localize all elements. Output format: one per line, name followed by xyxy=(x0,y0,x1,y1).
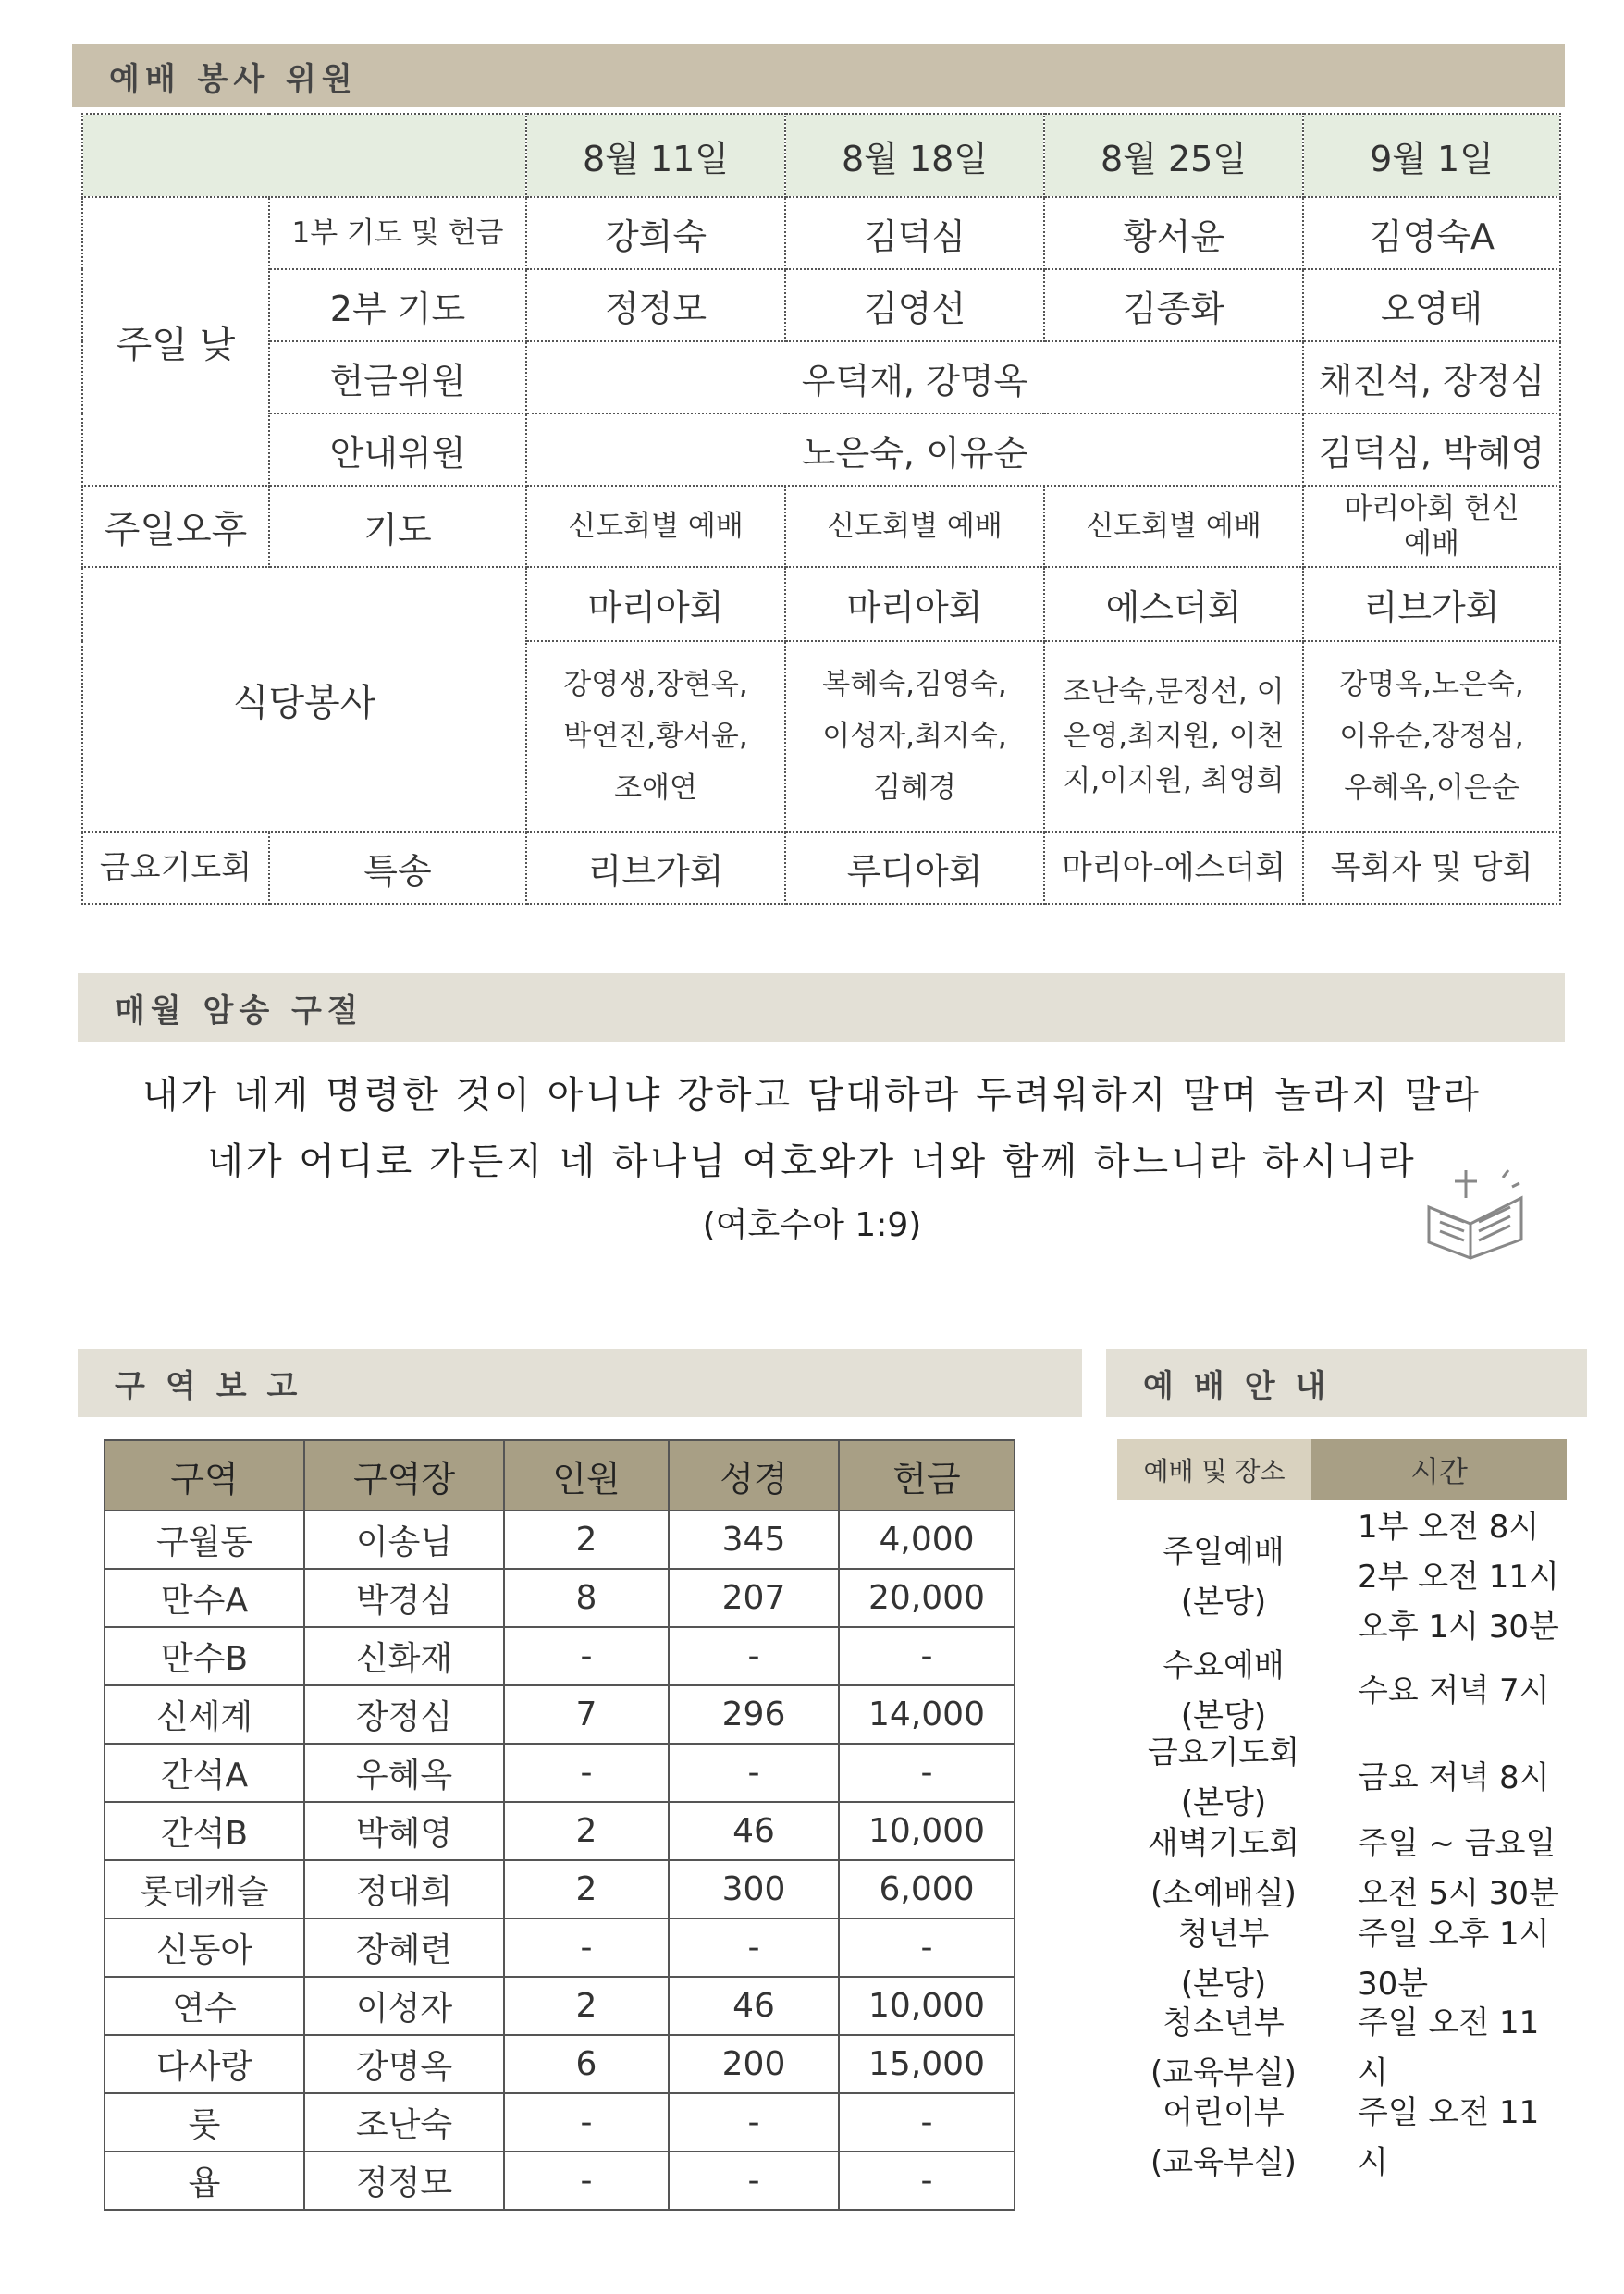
table-cell: 8 xyxy=(504,1569,669,1627)
list-item xyxy=(1117,1733,1567,1822)
group-cell: 리브가회 xyxy=(1303,567,1560,641)
table-cell: - xyxy=(839,1744,1015,1802)
guide-place-name: 새벽기도회 xyxy=(1147,1825,1300,1862)
guide-place xyxy=(1117,1728,1330,1828)
table-cell: - xyxy=(504,1627,669,1685)
table-cell: 장혜련 xyxy=(304,1918,504,1977)
name-cell: 황서윤 xyxy=(1044,197,1303,269)
guide-place-location: (교육부실) xyxy=(1150,2054,1297,2091)
guide-place-location: (교육부실) xyxy=(1150,2144,1297,2181)
group-cell: 마리아-에스더회 xyxy=(1044,832,1303,904)
member-cell: 강명옥,노은숙, 이유순,장정심, 우혜옥,이은순 xyxy=(1303,641,1560,832)
guide-col-time: 시간 xyxy=(1311,1439,1567,1500)
table-cell: - xyxy=(504,1744,669,1802)
table-cell: 46 xyxy=(669,1977,839,2035)
guide-place-location: (본당) xyxy=(1180,1584,1267,1621)
district-header-row xyxy=(105,1440,1015,1511)
guide-place-name: 청소년부 xyxy=(1163,2004,1285,2041)
table-cell: 연수 xyxy=(105,1977,304,2035)
column-header: 헌금 xyxy=(839,1440,1015,1511)
prayer1-label: 1부 기도 및 헌금 xyxy=(269,197,526,269)
section-title-district: 구역보고 xyxy=(78,1349,1082,1417)
guide-place xyxy=(1117,1998,1330,2098)
table-cell: - xyxy=(839,1918,1015,1977)
table-cell: 정정모 xyxy=(304,2152,504,2210)
guide-time xyxy=(1330,1819,1567,1918)
table-row xyxy=(105,1918,1015,1977)
table-row xyxy=(105,1860,1015,1918)
special-label: 특송 xyxy=(269,832,526,904)
kitchen-group-row xyxy=(82,567,1560,641)
table-cell: 300 xyxy=(669,1860,839,1918)
table-cell: - xyxy=(839,2093,1015,2152)
date-cell: 8월 11일 xyxy=(526,114,785,197)
table-cell: - xyxy=(669,1744,839,1802)
table-cell: 46 xyxy=(669,1802,839,1860)
date-header-row xyxy=(82,114,1560,197)
table-cell: 정대희 xyxy=(304,1860,504,1918)
group-cell: 마리아회 xyxy=(526,567,785,641)
service-table xyxy=(81,113,1561,905)
table-cell: 4,000 xyxy=(839,1511,1015,1569)
guide-place-name: 어린이부 xyxy=(1163,2094,1285,2131)
guide-time-line: 주일 오전 11시 xyxy=(1358,2004,1540,2091)
friday-label: 금요기도회 xyxy=(82,832,269,904)
table-cell: 15,000 xyxy=(839,2035,1015,2093)
table-cell: 이송님 xyxy=(304,1511,504,1569)
list-item xyxy=(1117,1822,1567,1915)
guide-header xyxy=(1117,1439,1567,1500)
table-cell: - xyxy=(504,2152,669,2210)
guide-place xyxy=(1117,1527,1330,1627)
table-row xyxy=(105,1569,1015,1627)
table-cell: 6 xyxy=(504,2035,669,2093)
guide-time-line: 1부 오전 8시 xyxy=(1358,1509,1540,1546)
table-cell: 박경심 xyxy=(304,1569,504,1627)
guide-time xyxy=(1330,1909,1567,2009)
section-title-guide: 예배안내 xyxy=(1106,1349,1587,1417)
list-item xyxy=(1117,1915,1567,2004)
table-cell: 2 xyxy=(504,1860,669,1918)
table-cell: 신세계 xyxy=(105,1685,304,1744)
table-row xyxy=(105,2035,1015,2093)
list-item xyxy=(1117,2092,1567,2183)
group-cell: 신도회별 예배 xyxy=(1044,486,1303,567)
group-cell: 신도회별 예배 xyxy=(526,486,785,567)
guide-place-name: 수요예배 xyxy=(1163,1647,1285,1684)
table-cell: 룻 xyxy=(105,2093,304,2152)
guide-time-line: 오후 1시 30분 xyxy=(1358,1609,1559,1646)
name-cell: 김종화 xyxy=(1044,269,1303,341)
guide-time-line: 주일 오전 11시 xyxy=(1358,2094,1540,2181)
guide-time-line: 2부 오전 11시 xyxy=(1358,1559,1559,1596)
table-cell: 10,000 xyxy=(839,1977,1015,2035)
group-cell: 신도회별 예배 xyxy=(785,486,1044,567)
verse-line-1: 내가 네게 명령한 것이 아니냐 강하고 담대하라 두려워하지 말며 놀라지 말라 xyxy=(142,1074,1482,1116)
usher-row xyxy=(82,413,1560,486)
table-cell: 강명옥 xyxy=(304,2035,504,2093)
table-cell: 조난숙 xyxy=(304,2093,504,2152)
date-cell: 8월 25일 xyxy=(1044,114,1303,197)
table-cell: 2 xyxy=(504,1511,669,1569)
guide-time-line: 수요 저녁 7시 xyxy=(1358,1672,1550,1709)
table-cell: - xyxy=(669,1918,839,1977)
date-cell: 8월 18일 xyxy=(785,114,1044,197)
table-cell: 10,000 xyxy=(839,1802,1015,1860)
guide-place-name: 청년부 xyxy=(1177,1916,1270,1953)
guide-time xyxy=(1330,1753,1567,1803)
table-cell: 간석B xyxy=(105,1802,304,1860)
name-cell: 김덕심, 박혜영 xyxy=(1303,413,1560,486)
table-cell: - xyxy=(504,1918,669,1977)
table-row xyxy=(105,1977,1015,2035)
list-item xyxy=(1117,2004,1567,2092)
table-cell: 만수B xyxy=(105,1627,304,1685)
name-cell: 정정모 xyxy=(526,269,785,341)
name-cell: 강희숙 xyxy=(526,197,785,269)
bible-book-icon xyxy=(1420,1161,1531,1263)
sunday-pm-prayer-label: 기도 xyxy=(269,486,526,567)
table-cell: 20,000 xyxy=(839,1569,1015,1627)
table-cell: 만수A xyxy=(105,1569,304,1627)
table-cell: 구월동 xyxy=(105,1511,304,1569)
name-cell: 김영선 xyxy=(785,269,1044,341)
guide-place xyxy=(1117,1819,1330,1918)
table-cell: - xyxy=(669,1627,839,1685)
table-cell: 박혜영 xyxy=(304,1802,504,1860)
table-cell: 200 xyxy=(669,2035,839,2093)
group-cell: 마리아회 xyxy=(785,567,1044,641)
name-cell: 우덕재, 강명옥 xyxy=(526,341,1303,413)
prayer2-label: 2부 기도 xyxy=(269,269,526,341)
table-cell: - xyxy=(839,2152,1015,2210)
list-item xyxy=(1117,1648,1567,1733)
guide-place-name: 주일예배 xyxy=(1163,1534,1285,1571)
table-cell: 장정심 xyxy=(304,1685,504,1744)
guide-time-line: 오전 5시 30분 xyxy=(1358,1875,1559,1912)
table-cell: 345 xyxy=(669,1511,839,1569)
prayer2-row xyxy=(82,269,1560,341)
member-cell: 강영생,장현옥, 박연진,황서윤, 조애연 xyxy=(526,641,785,832)
table-cell: - xyxy=(669,2152,839,2210)
table-cell: 신화재 xyxy=(304,1627,504,1685)
section-title-service: 예배 봉사 위원 xyxy=(72,44,1565,107)
name-cell: 채진석, 장정심 xyxy=(1303,341,1560,413)
sunday-pm-row xyxy=(82,486,1560,567)
table-cell: - xyxy=(504,2093,669,2152)
table-cell: 우혜옥 xyxy=(304,1744,504,1802)
table-row xyxy=(105,1627,1015,1685)
table-cell: 207 xyxy=(669,1569,839,1627)
member-cell: 복혜숙,김영숙, 이성자,최지숙, 김혜경 xyxy=(785,641,1044,832)
table-cell: 다사랑 xyxy=(105,2035,304,2093)
name-cell: 김덕심 xyxy=(785,197,1044,269)
table-cell: - xyxy=(839,1627,1015,1685)
offering-row xyxy=(82,341,1560,413)
table-row xyxy=(105,1744,1015,1802)
table-cell: 6,000 xyxy=(839,1860,1015,1918)
guide-place xyxy=(1117,2088,1330,2188)
column-header: 구역장 xyxy=(304,1440,504,1511)
table-cell: 신동아 xyxy=(105,1918,304,1977)
verse-reference: (여호수아 1:9) xyxy=(702,1206,922,1244)
table-row xyxy=(105,2152,1015,2210)
table-cell: 롯데캐슬 xyxy=(105,1860,304,1918)
table-cell: 욥 xyxy=(105,2152,304,2210)
worship-guide xyxy=(1117,1506,1567,2183)
table-cell: 2 xyxy=(504,1977,669,2035)
guide-time xyxy=(1330,1998,1567,2098)
sunday-pm-label: 주일오후 xyxy=(82,486,269,567)
memory-verse xyxy=(0,1062,1624,1256)
table-row xyxy=(105,1511,1015,1569)
header-blank xyxy=(82,114,526,197)
table-row xyxy=(105,1685,1015,1744)
offering-label: 헌금위원 xyxy=(269,341,526,413)
district-table xyxy=(104,1439,1015,2211)
table-cell: 296 xyxy=(669,1685,839,1744)
guide-time xyxy=(1330,1666,1567,1716)
column-header: 성경 xyxy=(669,1440,839,1511)
date-cell: 9월 1일 xyxy=(1303,114,1560,197)
guide-place-location: (본당) xyxy=(1180,1697,1267,1734)
prayer1-row xyxy=(82,197,1560,269)
column-header: 구역 xyxy=(105,1440,304,1511)
guide-place-location: (본당) xyxy=(1180,1966,1267,2003)
guide-col-place: 예배 및 장소 xyxy=(1117,1439,1311,1500)
name-cell: 김영숙A xyxy=(1303,197,1560,269)
group-cell: 리브가회 xyxy=(526,832,785,904)
table-cell: 2 xyxy=(504,1802,669,1860)
table-cell: 간석A xyxy=(105,1744,304,1802)
group-cell: 마리아회 헌신예배 xyxy=(1303,486,1560,567)
guide-time xyxy=(1330,2088,1567,2188)
name-cell: 노은숙, 이유순 xyxy=(526,413,1303,486)
column-header: 인원 xyxy=(504,1440,669,1511)
table-row xyxy=(105,2093,1015,2152)
guide-place-location: (소예배실) xyxy=(1150,1875,1297,1912)
table-cell: 이성자 xyxy=(304,1977,504,2035)
table-cell: 7 xyxy=(504,1685,669,1744)
group-cell: 루디아회 xyxy=(785,832,1044,904)
kitchen-label: 식당봉사 xyxy=(82,567,526,832)
usher-label: 안내위원 xyxy=(269,413,526,486)
verse-line-2: 네가 어디로 가든지 네 하나님 여호와가 너와 함께 하느니라 하시니라 xyxy=(207,1141,1417,1183)
table-row xyxy=(105,1802,1015,1860)
member-cell: 조난숙,문정선, 이은영,최지원, 이천지,이지원, 최영희 xyxy=(1044,641,1303,832)
name-cell: 오영태 xyxy=(1303,269,1560,341)
group-cell: 목회자 및 당회 xyxy=(1303,832,1560,904)
section-title-memory: 매월 암송 구절 xyxy=(78,973,1565,1042)
guide-time xyxy=(1330,1502,1567,1652)
list-item xyxy=(1117,1506,1567,1648)
table-cell: 14,000 xyxy=(839,1685,1015,1744)
guide-place xyxy=(1117,1641,1330,1741)
guide-time-line: 금요 저녁 8시 xyxy=(1358,1759,1550,1796)
guide-time-line: 주일 ~ 금요일 xyxy=(1358,1825,1556,1862)
table-cell: - xyxy=(669,2093,839,2152)
guide-place-location: (본당) xyxy=(1180,1784,1267,1821)
guide-place xyxy=(1117,1909,1330,2009)
guide-time-line: 주일 오후 1시 30분 xyxy=(1358,1916,1550,2003)
group-cell: 에스더회 xyxy=(1044,567,1303,641)
guide-place-name: 금요기도회 xyxy=(1147,1734,1300,1771)
friday-row xyxy=(82,832,1560,904)
sunday-day-label: 주일 낮 xyxy=(82,197,269,486)
